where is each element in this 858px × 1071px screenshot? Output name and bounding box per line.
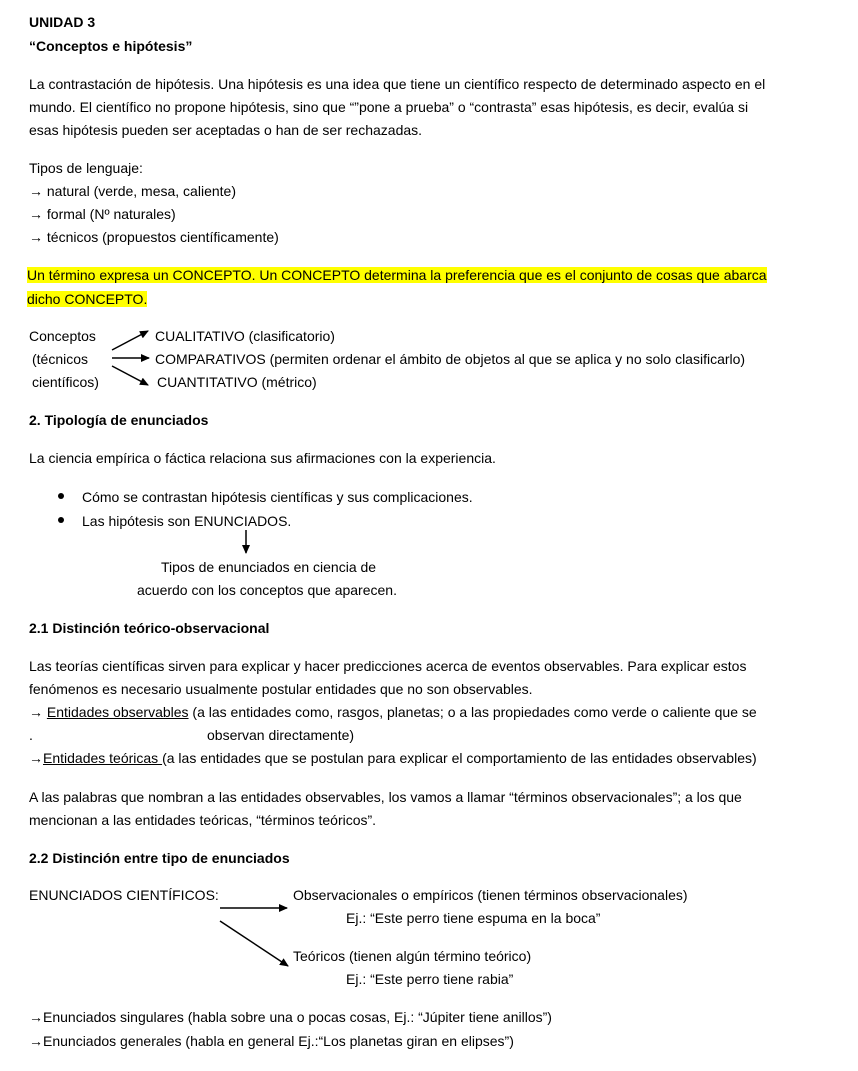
section-2-text: La ciencia empírica o fáctica relaciona sus afirmaciones con la experiencia. <box>29 450 496 466</box>
intro-line-3: esas hipótesis pueden ser aceptadas o han de ser rechazadas. <box>29 122 423 138</box>
section-2-2-heading: 2.2 Distinción entre tipo de enunciados <box>29 850 290 866</box>
concepto-cualitativo: CUALITATIVO (clasificatorio) <box>155 328 335 344</box>
entidades-observables-cont: observan directamente) <box>207 727 355 743</box>
section-2-1-para2: A las palabras que nombran a las entidades observables, los vamos a llamar “términos observacionales”; a los que <box>29 789 742 805</box>
highlight-line-1: Un término expresa un CONCEPTO. Un CONCEPTO determina la preferencia que es el conjunto de cosas que abarca <box>27 267 767 283</box>
section-2-1-para: Las teorías científicas sirven para explicar y hacer predicciones acerca de eventos observables. Para explicar estos <box>29 658 747 674</box>
intro-line-2: mundo. El científico no propone hipótesis, sino que “”pone a prueba” o “contrasta” esas hipótesis, es decir, evalúa si <box>29 99 749 115</box>
enunciados-teoricos: Teóricos (tienen algún término teórico) <box>293 948 532 964</box>
bullet-item: Cómo se contrastan hipótesis científicas y sus complicaciones. <box>82 489 473 505</box>
lenguaje-item: → formal (Nº naturales) <box>29 206 176 222</box>
enunciados-note: Tipos de enunciados en ciencia de <box>161 559 377 575</box>
enunciados-teoricos-example: Ej.: “Este perro tiene rabia” <box>346 971 514 987</box>
conceptos-label: Conceptos <box>29 328 96 344</box>
highlight-line-2: dicho CONCEPTO. <box>27 291 148 307</box>
page-title: “Conceptos e hipótesis” <box>29 38 193 54</box>
intro-line-1: La contrastación de hipótesis. Una hipótesis es una idea que tiene un científico respecto de determinado aspecto en el <box>29 76 766 92</box>
entidades-observables-line: → Entidades observables (a las entidades como, rasgos, planetas; o a las propiedades como verde o caliente que se <box>29 704 757 720</box>
enunciados-generales: →Enunciados generales (habla en general Ej.:“Los planetas giran en elipses”) <box>29 1033 514 1049</box>
conceptos-label: científicos) <box>32 374 99 390</box>
bullet-dot <box>58 493 64 499</box>
conceptos-label: (técnicos <box>32 351 89 367</box>
arrow-down-icon <box>220 921 288 966</box>
section-2-1-heading: 2.1 Distinción teórico-observacional <box>29 620 270 636</box>
section-2-1-para2: mencionan a las entidades teóricas, “términos teóricos”. <box>29 812 377 828</box>
concepto-cuantitativo: CUANTITATIVO (métrico) <box>157 374 317 390</box>
lenguaje-item: → técnicos (propuestos científicamente) <box>29 229 279 245</box>
bullet-dot <box>58 517 64 523</box>
unit-heading: UNIDAD 3 <box>29 14 96 30</box>
lenguaje-heading: Tipos de lenguaje: <box>29 160 143 176</box>
entidades-observables-term: Entidades observables <box>46 704 189 720</box>
entidades-teoricas-line: →Entidades teóricas (a las entidades que se postulan para explicar el comportamiento de las entidades observables) <box>29 750 757 766</box>
enunciados-note: acuerdo con los conceptos que aparecen. <box>137 582 397 598</box>
arrow-up-icon <box>112 331 148 350</box>
arrow-down-icon <box>112 366 148 385</box>
enunciados-observacionales: Observacionales o empíricos (tienen términos observacionales) <box>293 887 688 903</box>
section-2-heading: 2. Tipología de enunciados <box>29 412 209 428</box>
lenguaje-item: → natural (verde, mesa, caliente) <box>29 183 236 199</box>
concepto-comparativo: COMPARATIVOS (permiten ordenar el ámbito de objetos al que se aplica y no solo clasificarlo) <box>155 351 746 367</box>
continuation-dot: . <box>29 727 33 743</box>
enunciados-singulares: →Enunciados singulares (habla sobre una o pocas cosas, Ej.: “Júpiter tiene anillos”) <box>29 1009 552 1025</box>
entidades-teoricas-term: Entidades teóricas <box>43 750 163 766</box>
bullet-item: Las hipótesis son ENUNCIADOS. <box>82 513 292 529</box>
enunciados-label: ENUNCIADOS CIENTÍFICOS: <box>29 887 219 903</box>
enunciados-observacionales-example: Ej.: “Este perro tiene espuma en la boca” <box>346 910 601 926</box>
section-2-1-para: fenómenos es necesario usualmente postular entidades que no son observables. <box>29 681 533 697</box>
